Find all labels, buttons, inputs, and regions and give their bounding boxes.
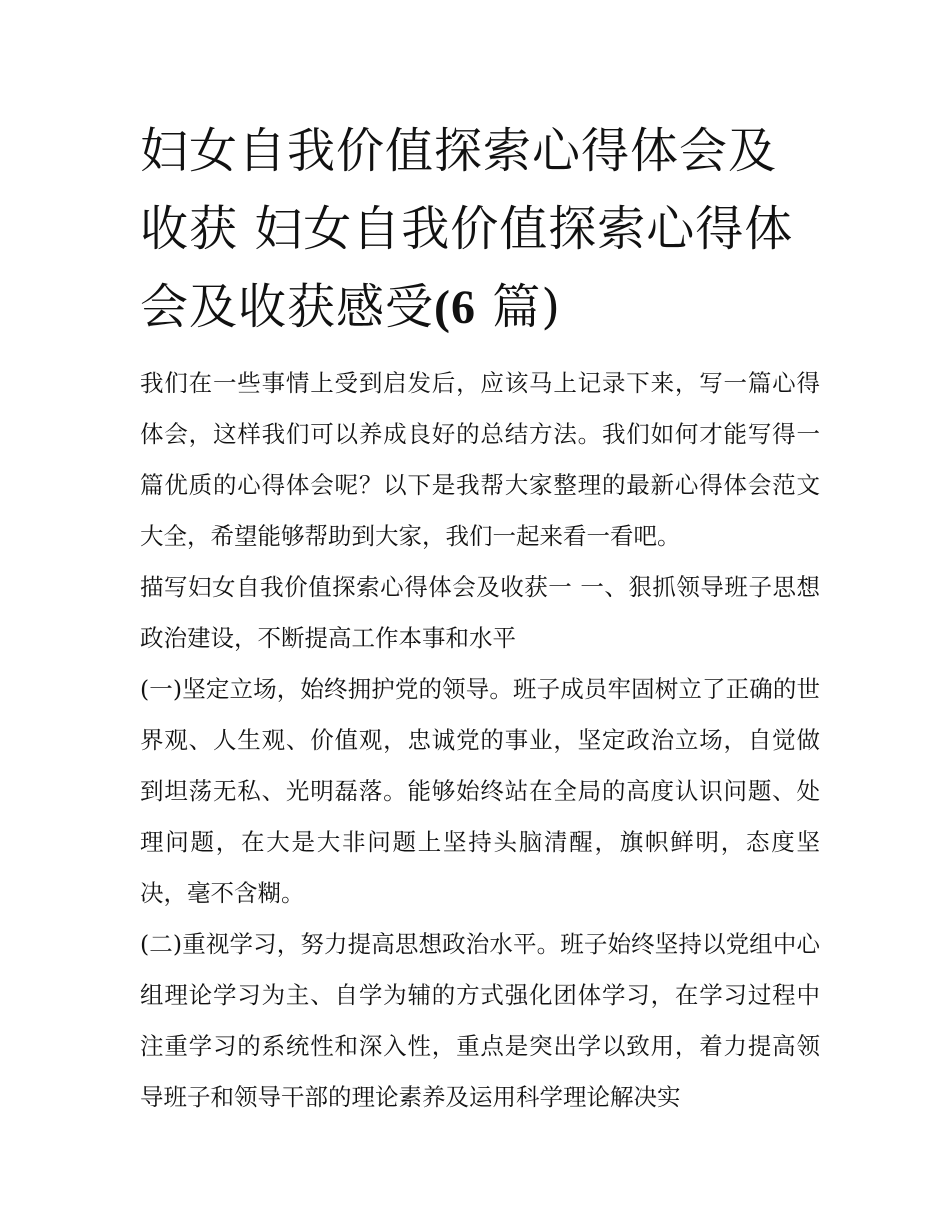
title-suffix: 篇) [476, 279, 561, 335]
body-paragraph-2: (二)重视学习，努力提高思想政治水平。班子始终坚持以党组中心组理论学习为主、自学为辅的方式强化团体学习，在学习过程中注重学习的系统性和深入性，重点是突出学以致用，着力提高领导班子和领导干部的理论素养及运用科学理论解决实 [140, 930, 820, 1111]
title-text: 妇女自我价值探索心得体会及收获 妇女自我价值探索心得体会及收获感受 [140, 123, 794, 335]
document-body [140, 358, 820, 1123]
body-paragraph-1: (一)坚定立场，始终拥护党的领导。班子成员牢固树立了正确的世界观、人生观、价值观，忠诚党的事业，坚定政治立场，自觉做到坦荡无私、光明磊落。能够始终站在全局的高度认识问题、处理问题，在大是大非问题上坚持头脑清醒，旗帜鲜明，态度坚决，毫不含糊。 [140, 675, 820, 907]
title-count: (6 [434, 281, 476, 334]
intro-paragraph: 我们在一些事情上受到启发后，应该马上记录下来，写一篇心得体会，这样我们可以养成良好的总结方法。我们如何才能写得一篇优质的心得体会呢？以下是我帮大家整理的最新心得体会范文大全，希望能够帮助到大家，我们一起来看一看吧。 [140, 369, 820, 550]
document-title [140, 112, 820, 347]
section-heading: 描写妇女自我价值探索心得体会及收获一 一、狠抓领导班子思想政治建设，不断提高工作本事和水平 [140, 573, 820, 652]
